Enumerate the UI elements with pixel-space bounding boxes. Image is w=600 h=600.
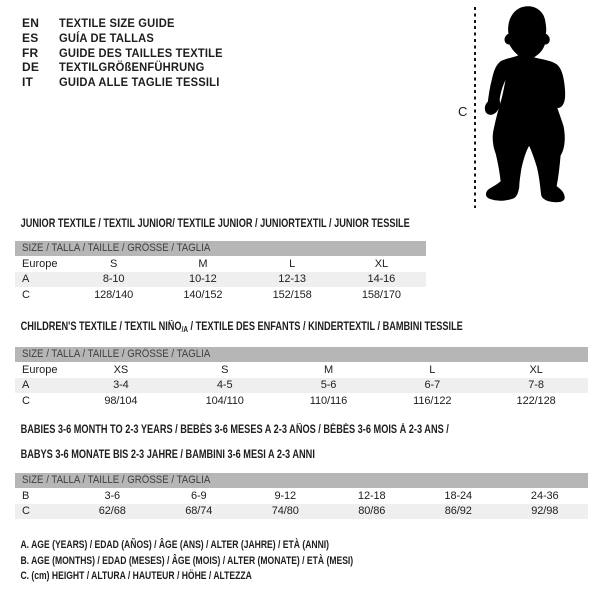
row-label: C [22,288,30,301]
table-title [15,320,473,337]
cell-value: 14-16 [367,273,396,286]
row-label: Europe [22,257,58,270]
footnote-line: A. AGE (YEARS) / EDAD (AÑOS) / ÂGE (ANS) / ALTER (JAHRE) / ETÀ (ANNI) [20,539,330,551]
size-table [15,241,426,303]
table-title-segment: / TEXTILE DES ENFANTS / KINDERTEXTIL / BAMBINI TESSILE [187,321,463,333]
cell-value: L [289,257,296,270]
row-label: Europe [22,363,58,376]
cell-value: 9-12 [274,489,297,502]
cell-value: 8-10 [102,273,125,286]
cell-value: 158/170 [361,288,401,301]
cell-value: 3-4 [113,379,129,392]
table-row [15,504,588,520]
cell-value: XL [374,257,388,270]
cell-value: XL [529,363,543,376]
cell-value: S [110,257,118,270]
cell-value: 62/68 [98,505,126,518]
cell-value: 104/110 [205,394,244,407]
cell-value: M [198,257,208,270]
table-row [15,272,426,288]
language-list [22,16,235,89]
language-name: GUÍA DE TALLAS [59,31,154,46]
measure-label-c: C [458,104,468,119]
cell-value: 80/86 [358,505,386,518]
cell-value: S [221,363,229,376]
size-table [15,347,588,409]
cell-value: 24-36 [530,489,559,502]
table-rows [15,488,588,519]
cell-value: 98/104 [104,394,138,407]
table-row [15,362,588,378]
size-table-children [15,320,588,409]
cell-value: 4-5 [216,379,233,392]
cell-value: 6-9 [190,489,207,502]
table-title [15,423,473,438]
cell-value: 6-7 [424,379,441,392]
cell-value: 5-6 [320,379,337,392]
table-row [15,378,588,394]
cell-value: 86/92 [444,505,472,518]
language-code: EN [22,16,40,31]
cell-value: 116/122 [413,394,452,407]
cell-value: 68/74 [185,505,213,518]
cell-value: 7-8 [528,379,544,392]
cell-value: 74/80 [271,505,299,518]
cell-value: 122/128 [516,394,556,407]
row-label: A [22,273,30,286]
cell-value: 92/98 [531,505,559,518]
cell-value: 140/152 [183,288,223,301]
size-header-text: SIZE / TALLA / TAILLE / GRÖSSE / TAGLIA [22,348,211,360]
cell-value: 12-13 [278,273,306,286]
cell-value: M [323,363,334,376]
size-header-bar [15,241,426,256]
language-row [22,60,235,75]
size-header-text: SIZE / TALLA / TAILLE / GRÖSSE / TAGLIA [22,474,211,486]
row-label: A [22,379,30,392]
language-code: FR [22,45,39,60]
language-name: GUIDE DES TAILLES TEXTILE [59,45,223,60]
language-row [22,45,235,60]
table-rows [15,362,588,409]
baby-silhouette-icon [477,3,595,210]
table-title [15,217,410,232]
cell-value: 3-6 [104,489,121,502]
language-code: DE [22,60,40,75]
cell-value: 10-12 [189,273,217,286]
language-code: IT [22,75,34,90]
language-name: TEXTILGRÖßENFÜHRUNG [59,60,205,75]
cell-value: XS [113,363,129,376]
table-title-segment: CHILDREN'S TEXTILE / TEXTIL NIÑO [20,321,182,333]
table-title [15,448,473,463]
cell-value: 152/158 [272,288,312,301]
size-header-text: SIZE / TALLA / TAILLE / GRÖSSE / TAGLIA [22,242,211,254]
size-table [15,473,588,519]
table-title-segment: BABIES 3-6 MONTH TO 2-3 YEARS / BEBÉS 3-6 MESES A 2-3 AÑOS / BÉBÉS 3-6 MOIS À 2-3 ANS / [20,424,449,436]
table-row [15,287,426,303]
cell-value: 12-18 [357,489,386,502]
size-header-bar [15,473,588,488]
row-label: C [22,394,30,407]
language-row [22,31,235,46]
row-label: C [22,505,30,518]
footnote-line: C. (cm) HEIGHT / ALTURA / HAUTEUR / HÖHE / ALTEZZA [20,570,252,582]
language-name: GUIDA ALLE TAGLIE TESSILI [59,75,220,90]
table-title-segment: /A [181,325,188,334]
size-table-junior [15,217,426,303]
table-title-segment: BABYS 3-6 MONATE BIS 2-3 JAHRE / BAMBINI 3-6 MESI A 2-3 ANNI [20,449,315,461]
table-row [15,488,588,504]
table-rows [15,256,426,303]
language-row [22,75,235,90]
size-table-babies [15,423,588,519]
language-row [22,16,235,31]
cell-value: 110/116 [309,394,348,407]
cell-value: 128/140 [94,288,134,301]
language-code: ES [22,31,39,46]
row-label: B [22,489,30,502]
footnote-line: B. AGE (MONTHS) / EDAD (MESES) / ÂGE (MOIS) / ALTER (MONATE) / ETÀ (MESI) [20,554,354,567]
size-header-bar [15,347,588,362]
language-name: TEXTILE SIZE GUIDE [59,16,175,31]
table-row [15,256,426,272]
cell-value: 18-24 [444,489,473,502]
cell-value: L [429,363,436,376]
footnotes [15,538,449,585]
table-title-segment: JUNIOR TEXTILE / TEXTIL JUNIOR/ TEXTILE JUNIOR / JUNIORTEXTIL / JUNIOR TESSILE [20,218,410,230]
table-row [15,393,588,409]
